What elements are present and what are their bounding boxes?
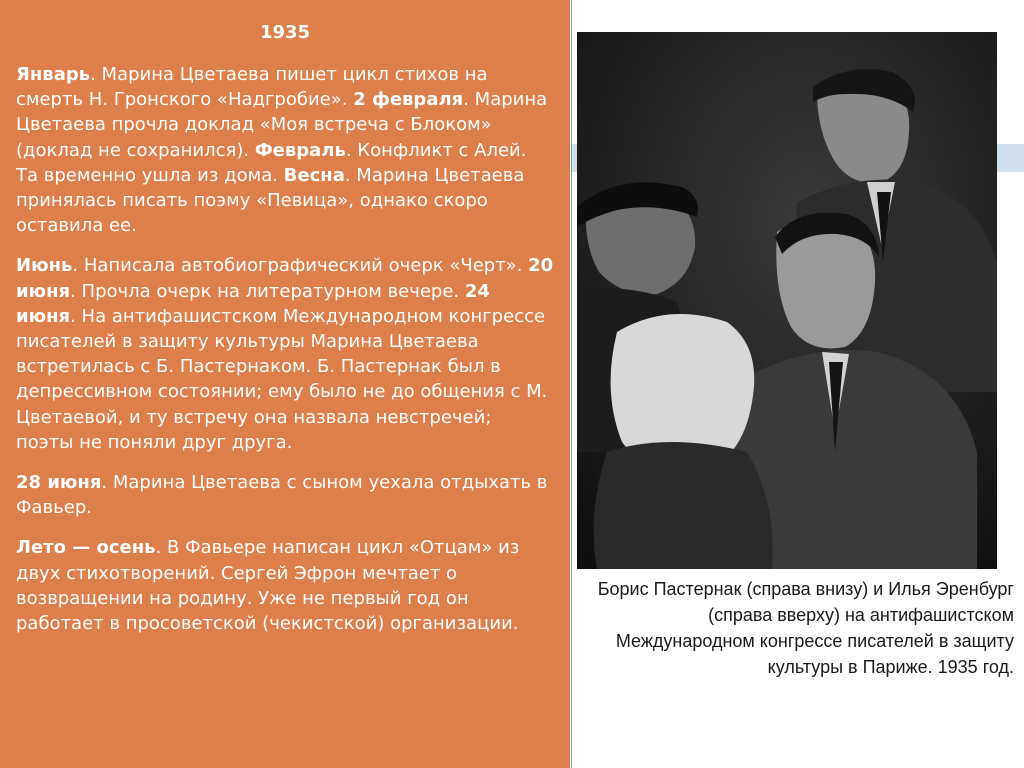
date-label: Январь [16,64,91,85]
paragraph-text: . В Фавьере написан цикл «Отцам» из двух стихотворений. Сергей Эфрон мечтает о возвращении на родину. Уже не первый год он работает в просоветской (чекистской) организации. [16,537,520,635]
paragraph-text: . Написала автобиографический очерк «Черт». [72,255,529,277]
date-label: Лето — осень [16,537,156,559]
date-label: Февраль [254,139,346,161]
paragraph-june-28 [16,470,554,520]
date-label: Июнь [16,255,73,277]
paragraph-text: . Прочла очерк на литературном вечере. [70,280,465,302]
photo-caption: Борис Пастернак (справа внизу) и Илья Эренбург (справа вверху) на антифашистском Международном конгрессе писателей в защиту культуры в Париже. 1935 год. [597,579,1014,677]
paragraph-january [16,62,554,238]
year-heading: 1935 [259,22,311,43]
paragraph-june [16,253,554,455]
paragraph-summer-autumn [16,535,554,636]
date-label: 28 июня [16,472,102,494]
paragraph-text: . На антифашистском Международном конгрессе писателей в защиту культуры Марина Цветаева встретилась с Б. Пастернаком. Б. Пастернак был в депрессивном состоянии; ему было не до общения с М. Цветаевой, и ту встречу она назвала невстречей; поэты не поняли друг друга. [16,305,548,453]
historical-photo [577,32,997,569]
paragraph-text: . Марина Цветаева пишет цикл стихов на смерть Н. Гронского «Надгробие». [16,64,488,111]
paragraph-text: . Марина Цветаева с сыном уехала отдыхать в Фавьер. [16,472,548,519]
date-label: 2 февраля [353,89,464,111]
date-label: 24 июня [16,280,490,327]
date-label: 20 июня [16,255,554,302]
vertical-divider [571,0,572,768]
date-label: Весна [283,164,345,186]
paragraph-text: . Конфликт с Алей. Та временно ушла из дома. [16,139,527,186]
photo-illustration [577,32,997,569]
paragraph-text: . Марина Цветаева принялась писать поэму «Певица», однако скоро оставила ее. [16,164,525,237]
paragraph-text: . Марина Цветаева прочла доклад «Моя встреча с Блоком» (доклад не сохранился). [16,89,548,161]
